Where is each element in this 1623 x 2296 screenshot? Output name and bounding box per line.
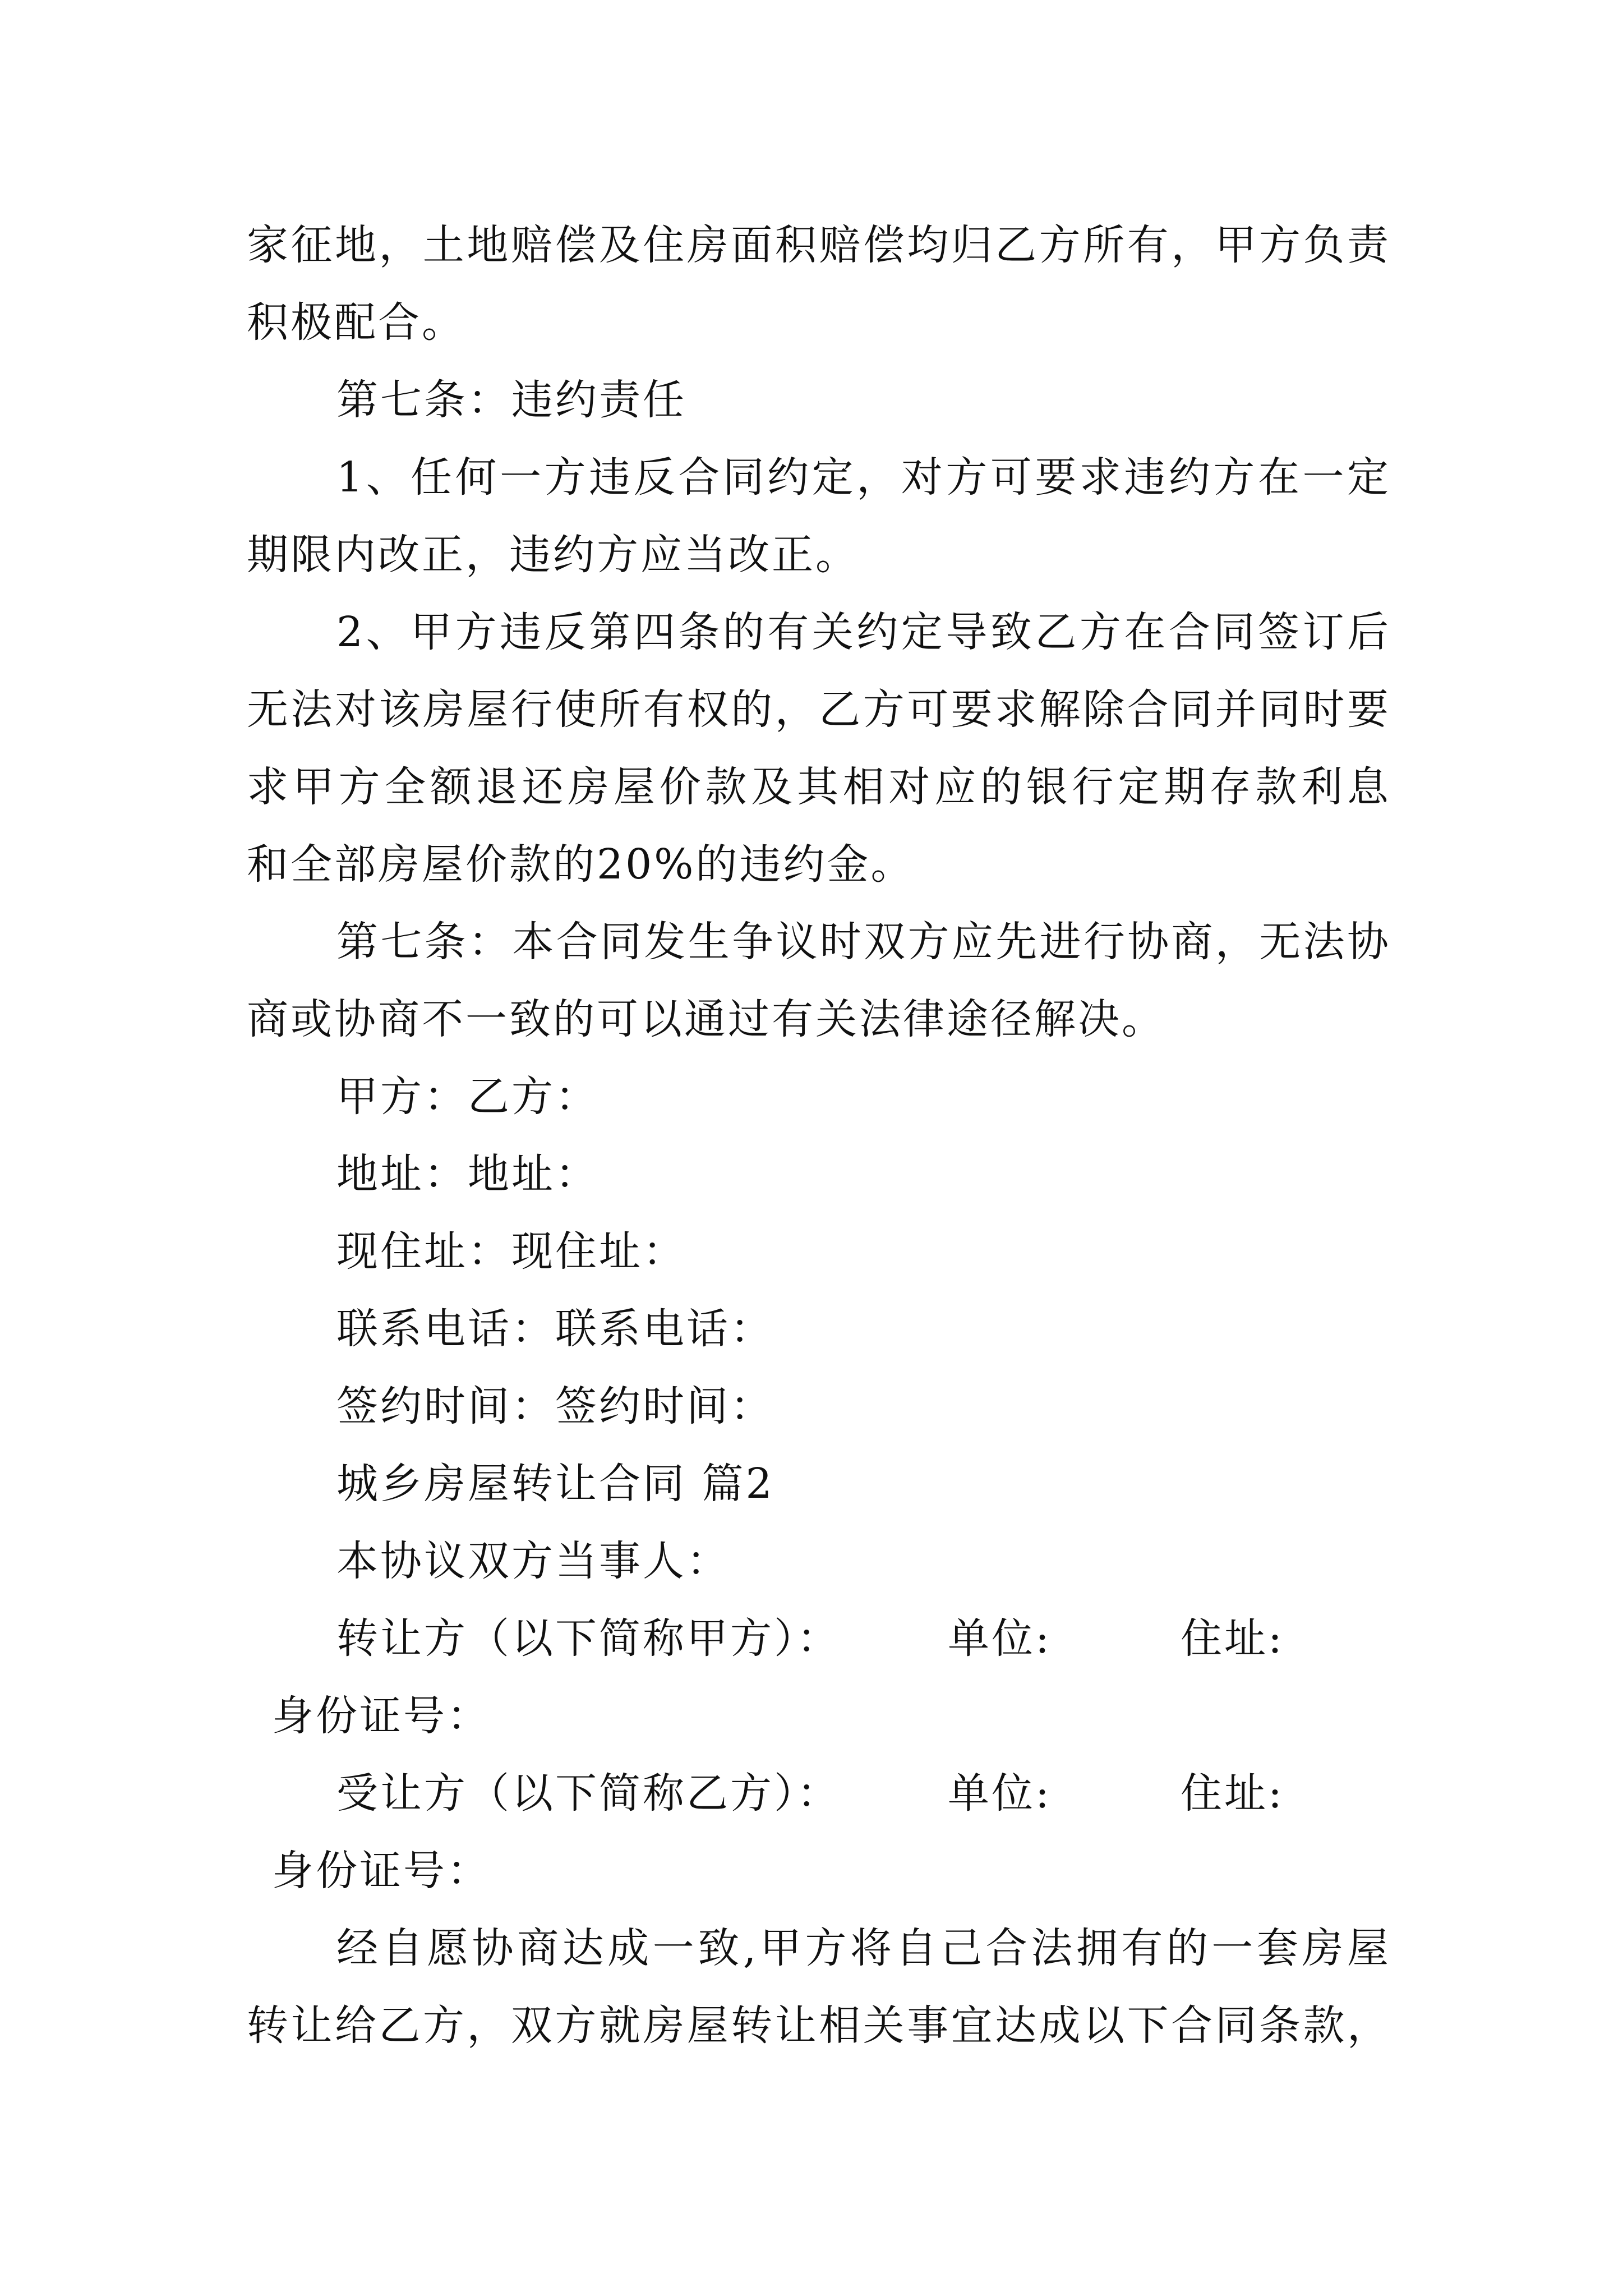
transferor-row [247, 1600, 1391, 1677]
paragraph-line: 期限内改正，违约方应当改正。 [247, 531, 859, 579]
transferee-address-label: 住址: [1181, 1769, 1284, 1818]
paragraph-line: 无法对该房屋行使所有权的，乙方可要求解除合同并同时要 [247, 685, 1391, 734]
signature-party: 甲方：乙方： [336, 1073, 599, 1121]
transferee-unit-label: 单位: [948, 1769, 1052, 1818]
section-title: 城乡房屋转让合同 篇2 [336, 1460, 774, 1508]
transferor-unit-label: 单位: [948, 1614, 1052, 1663]
article-heading: 第七条：违约责任 [336, 376, 686, 424]
transferee-label: 受让方（以下简称乙方）： [336, 1769, 841, 1818]
signature-address: 地址：地址： [336, 1150, 599, 1198]
paragraph-line: 2、甲方违反第四条的有关约定导致乙方在合同签订后 [336, 608, 1391, 656]
paragraph-line: 本协议双方当事人： [336, 1537, 730, 1585]
signature-date: 签约时间：签约时间： [336, 1382, 774, 1430]
paragraph-line: 第七条：本合同发生争议时双方应先进行协商，无法协 [336, 918, 1391, 966]
transferor-label: 转让方（以下简称甲方）： [336, 1614, 841, 1663]
document-body [247, 206, 1391, 2064]
paragraph-line: 求甲方全额退还房屋价款及其相对应的银行定期存款利息 [247, 763, 1391, 811]
paragraph-line: 家征地，土地赔偿及住房面积赔偿均归乙方所有，甲方负责 [247, 221, 1391, 269]
transferor-id-label: 身份证号： [272, 1692, 491, 1740]
paragraph-line: 和全部房屋价款的20%的违约金。 [247, 840, 915, 889]
transferee-id-label: 身份证号： [272, 1847, 491, 1895]
paragraph-line: 1、任何一方违反合同约定，对方可要求违约方在一定 [336, 453, 1391, 501]
signature-current-address: 现住址：现住址： [336, 1227, 686, 1276]
transferor-address-label: 住址: [1181, 1614, 1284, 1663]
paragraph-line: 商或协商不一致的可以通过有关法律途径解决。 [247, 995, 1165, 1043]
paragraph-line: 转让给乙方，双方就房屋转让相关事宜达成以下合同条款， [247, 2001, 1391, 2050]
paragraph-line: 积极配合。 [247, 298, 465, 347]
transferee-row [247, 1755, 1391, 1832]
paragraph-line: 经自愿协商达成一致,甲方将自己合法拥有的一套房屋 [336, 1924, 1391, 1972]
signature-phone: 联系电话：联系电话： [336, 1305, 774, 1353]
